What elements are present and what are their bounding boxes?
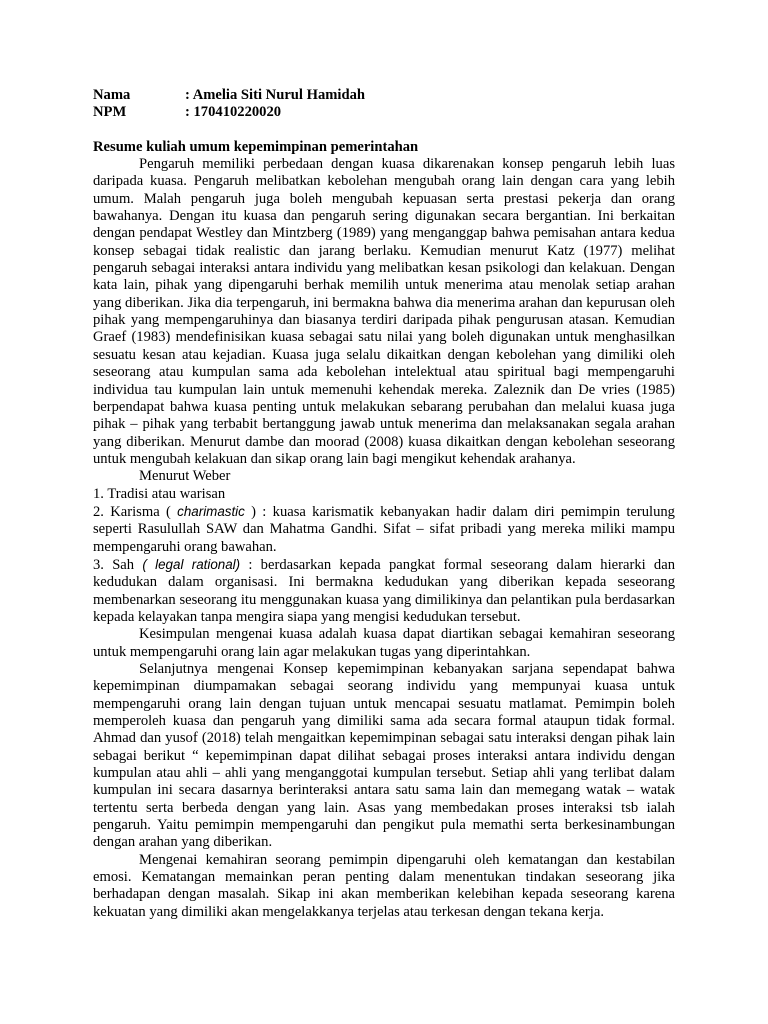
charisma-text: ) : kuasa karismatik kebanyakan hadir dalam diri pemimpin terulung seperti Rasulullah SAW dan Mahatma Gandhi. Sifat – sifat pribadi yang mereka miliki mampu mempengaruhi orang bawahan.	[93, 503, 675, 555]
list-item-legal	[93, 556, 675, 626]
npm-label: NPM	[93, 104, 127, 121]
paragraph-leadership: Selanjutnya mengenai Konsep kepemimpinan kebanyakan sarjana sependapat bahwa kepemimpinan diumpamakan sebagai seorang individu yang mempunyai kuasa untuk mempengaruhi orang lain dengan tujuan untuk mencapai sesuatu matlamat. Pemimpin boleh memperoleh kuasa dan pengaruh yang dimiliki sama ada secara formal ataupun tidak formal. Ahmad dan yusof (2018) telah mengaitkan kepemimpinan sebagai satu interaksi dengan pihak lain sebagai berikut “ kepemimpinan dapat dilihat sebagai proses interaksi antara individu dengan kumpulan atau ahli – ahli yang menganggotai kumpulan tersebut. Setiap ahli yang terlibat dalam kumpulan ini secara dasarnya berinteraksi antara satu sama lain dan memegang watak – watak tertentu serta berbeda dengan yang lain. Asas yang membedakan proses interaksi tsb ialah pengaruh. Yaitu pemimpin mempengaruhi dan pengikut pula memathi serta berkesinambungan dengan arahan yang diberikan.	[93, 661, 675, 851]
legal-text: : berdasarkan kepada pangkat formal seseorang dalam hierarki dan kedudukan dalam organisasi. Ini bermakna kedudukan yang diberikan kepada seseorang membenarkan seseorang itu menggunakan kuasa yang dimilikinya dan pelantikan pula berdasarkan kepada kelayakan tanpa mengira siapa yang mengisi kedudukan tersebut.	[93, 556, 675, 625]
charisma-prefix: 2. Karisma (	[93, 503, 178, 520]
paragraph-conclusion: Kesimpulan mengenai kuasa adalah kuasa dapat diartikan sebagai kemahiran seseorang untuk mempengaruhi orang lain agar melakukan tugas yang diperintahkan.	[93, 626, 675, 660]
document-body	[93, 87, 675, 921]
list-item-tradition: 1. Tradisi atau warisan	[93, 485, 226, 502]
paragraph-influence: Pengaruh memiliki perbedaan dengan kuasa dikarenakan konsep pengaruh lebih luas daripada kuasa. Pengaruh melibatkan kebolehan mengubah orang lain dengan cara yang lebih umum. Malah pengaruh juga boleh mengubah kepuasan serta prestasi pekerja dan orang bawahanya. Dengan itu kuasa dan pengaruh sering digunakan secara bergantian. Ini berkaitan dengan pendapat Westley dan Mintzberg (1989) yang menganggap bahwa pemisahan antara kedua konsep sebagai tidak realistic dan jarang berlaku. Kemudian menurut Katz (1977) melihat pengaruh sebagai interaksi antara individu yang melibatkan kesan psikologi dan kelakuan. Dengan kata lain, pihak yang dipengaruhi berhak memilih untuk menerima atau menolak setiap arahan yang diberikan. Jika dia terpengaruh, ini bermakna bahwa dia menerima arahan dan kepurusan oleh pihak yang mempengaruhinya dan biasanya terdiri daripada pihak pengurusan atasan. Kemudian Graef (1983) mendefinisikan kuasa sebagai satu nilai yang boleh digunakan untuk menghasilkan sesuatu kesan atau kejadian. Kuasa juga selalu dikaitkan dengan kebolehan yang dimiliki oleh seseorang atau kumpulan sama ada kebolehan intelektual atau spiritual bagi mempengaruhi individua tau kumpulan lain untuk memenuhi kehendak mereka. Zaleznik dan De vries (1985) berpendapat bahwa kuasa penting untuk melakukan sebarang perubahan dan melalui kuasa juga pihak – pihak yang terbabit bertanggung jawab untuk menerima dan melaksanakan segala arahan yang diberikan. Menurut dambe dan moorad (2008) kuasa dikaitkan dengan kebolehan seseorang untuk mengubah kelakuan dan sikap orang lain bagi mengikut kehendak arahanya.	[93, 156, 675, 467]
name-value: : Amelia Siti Nurul Hamidah	[185, 87, 366, 103]
paragraph-emotion: Mengenai kemahiran seorang pemimpin dipengaruhi oleh kematangan dan kestabilan emosi. Kematangan memainkan peran penting dalam menentukan tindakan seseorang jika berhadapan dengan masalah. Sikap ini akan memberikan kelebihan kepada seseorang karena kekuatan yang dimiliki akan mengelakkanya terjelas atau terkesan dengan tekana kerja.	[93, 851, 675, 920]
name-row	[93, 87, 675, 104]
legal-term: ( legal rational)	[142, 556, 241, 572]
name-label: Nama	[93, 87, 131, 103]
npm-row	[93, 104, 675, 121]
list-item-charisma	[93, 503, 675, 556]
npm-value: : 170410220020	[185, 104, 282, 121]
document-title: Resume kuliah umum kepemimpinan pemerintahan	[93, 138, 419, 155]
weber-heading: Menurut Weber	[139, 468, 231, 485]
charisma-term: charimastic	[177, 503, 245, 519]
legal-prefix: 3. Sah	[93, 556, 143, 573]
